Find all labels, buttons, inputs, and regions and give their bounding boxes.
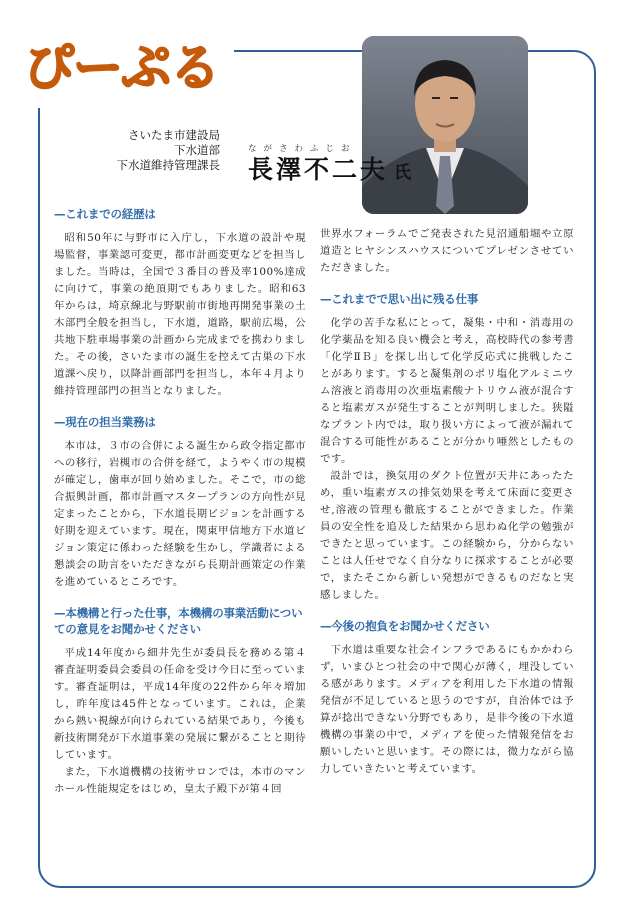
heading-future: —今後の抱負をお聞かせください (320, 619, 490, 633)
person-name (248, 150, 411, 186)
heading-opinion: —本機構と行った仕事，本機構の事業活動についての意見をお聞かせください (54, 606, 303, 636)
section-logo: ぴーぷる (20, 28, 234, 108)
paragraph: 本市は，３市の合併による誕生から政令指定都市への移行，岩槻市の合併を経て，ようやく市の規模が確定し，歯車が回り始めました。そこで，市の総合振興計画，都市計画マスタープランの方向性が見定まったことから，下水道長期ビジョンを計画する好期を迎えています。現在，関東甲信地方下水道ビジョン策定に係わった経験を生かし，学識者による懇談会の助言をいただきながら長期計画策定の作業を進めているところです。 (54, 440, 306, 588)
org-label: さいたま市建設局 (128, 128, 220, 142)
honorific: 氏 (394, 163, 412, 183)
portrait-image (362, 36, 528, 214)
name-block (70, 128, 412, 184)
paragraph: 設計では，換気用のダクト位置が天井にあったため，重い塩素ガスの排気効果を考えて床面に変更させ,溶液の管理も徹底することができました。作業員の安全性を追及した結果から思わぬ化学の勉強ができたと思っています。この経験から，分からないことは人任せでなく自分なりに探求することが必要で，またそこから新しい発想ができるものだなと実感しました。 (320, 470, 574, 601)
position-label: 下水道維持管理課長 (116, 158, 220, 172)
paragraph-continued: 世界水フォーラムでご発表された見沼通船堀や立原道造とヒヤシンスハウスについてプレゼンさせていただきました。 (320, 228, 574, 274)
left-column (54, 200, 306, 798)
titles (117, 128, 221, 173)
person-name-text: 長澤不二夫 (248, 155, 389, 184)
heading-memorable-work: —これまでで思い出に残る仕事 (320, 292, 479, 306)
paragraph: また，下水道機構の技術サロンでは，本市のマンホール性能規定をはじめ，皇太子殿下が第４回 (54, 766, 306, 795)
portrait-photo (362, 36, 528, 214)
paragraph: 下水道は重要な社会インフラであるにもかかわらず，いまひとつ社会の中で関心が薄く，埋没している感があります。メディアを利用した下水道の情報発信が不足していると思うのですが，自治体では予算が捻出できない分野でもあり，是非今後の下水道機構の事業の中で，メディアを使った情報発信をお願いしたいと思います。その際には，微力ながら協力していきたいと考えています。 (320, 644, 574, 775)
heading-career: —これまでの経歴は (54, 207, 156, 221)
paragraph: 昭和50年に与野市に入庁し，下水道の設計や現場監督，事業認可変更，都市計画変更などを担当しました。当時は，全国で３番目の普及率100%達成に向けて，事業の絶頂期でもありました。昭和63年からは，埼京線北与野駅前市街地再開発事業の土木部門全般を担当し，下水道，道路，駅前広場，公共地下駐車場事業の計画から完成までを携わりました。その後，さいたま市の誕生を控えて古巣の下水道課へ戻り，以降計画部門を担当し，本年４月より維持管理部門の担当となりました。 (54, 232, 306, 397)
dept-label: 下水道部 (174, 143, 220, 157)
paragraph: 平成14年度から細井先生が委員長を務める第４審査証明委員会委員の任命を受け今日に至っています。審査証明は，平成14年度の22件から年々増加し，昨年度は45件となっています。これは，企業から熱い視線が向けられている結果であり，今後も新技術開発が下水道事業の発展に繋がることと期待しています。 (54, 647, 306, 761)
right-column (320, 226, 574, 778)
name-furigana: ながさわふじお (248, 144, 357, 154)
heading-current-work: —現在の担当業務は (54, 415, 156, 429)
paragraph: 化学の苦手な私にとって，凝集・中和・消毒用の化学薬品を知る良い機会と考え，高校時代の参考書「化学ⅡＢ」を探し出して化学反応式に挑戦したことがあります。すると凝集剤のポリ塩化アルミニウム溶液と消毒用の次亜塩素酸ナトリウム液が混合すると塩素ガスが発生することが判明しました。狭隘なプラント内では，取り扱い方によって液が漏れて混合する可能性があることが分かり唖然としたものです。 (320, 317, 574, 465)
